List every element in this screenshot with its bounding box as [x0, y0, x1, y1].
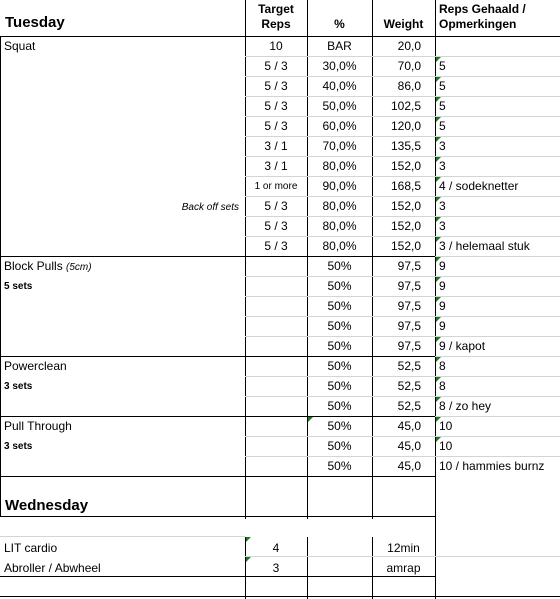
comment-marker-icon	[436, 417, 441, 422]
column-divider	[307, 537, 308, 599]
comment-marker-icon	[436, 137, 441, 142]
pull-through-row-percent: 50%	[327, 439, 352, 453]
column-divider	[245, 0, 246, 519]
row-divider	[245, 336, 560, 337]
block-pulls-row-note: 9	[439, 259, 446, 273]
exercise-name-powerclean: Powerclean	[4, 359, 67, 373]
comment-marker-icon	[436, 117, 441, 122]
backoff-sets-label: Back off sets	[181, 202, 239, 213]
section-divider	[0, 516, 435, 517]
comment-marker-icon	[436, 357, 441, 362]
column-divider	[372, 0, 373, 519]
row-divider	[245, 296, 560, 297]
row-divider	[245, 236, 560, 237]
squat-row-reps: 3 / 1	[264, 159, 288, 173]
exercise-name-pull-through: Pull Through	[4, 419, 72, 433]
comment-marker-icon	[436, 177, 441, 182]
column-divider	[0, 36, 1, 516]
row-divider	[245, 136, 560, 137]
squat-row-reps: 5 / 3	[264, 59, 288, 73]
squat-row-weight: 152,0	[390, 219, 421, 233]
section-divider	[0, 576, 435, 577]
powerclean-row-weight: 52,5	[397, 399, 421, 413]
squat-row-reps: 5 / 3	[264, 199, 288, 213]
row-divider	[245, 96, 560, 97]
comment-marker-icon	[436, 397, 441, 402]
block-pulls-row-note: 9	[439, 279, 446, 293]
squat-row-percent: 30,0%	[322, 59, 357, 73]
block-pulls-row-percent: 50%	[327, 279, 352, 293]
block-pulls-row-percent: 50%	[327, 299, 352, 313]
column-divider	[245, 537, 246, 599]
column-divider	[307, 0, 308, 519]
pull-through-row-weight: 45,0	[397, 459, 421, 473]
squat-row-percent: 60,0%	[322, 119, 357, 133]
row-divider	[245, 396, 560, 397]
squat-row-weight: 135,5	[390, 139, 421, 153]
row-divider	[245, 556, 560, 557]
squat-row-note: 5	[439, 99, 446, 113]
section-divider	[0, 256, 435, 257]
block-pulls-row-percent: 50%	[327, 319, 352, 333]
comment-marker-icon	[246, 537, 251, 542]
header-percent: %	[334, 17, 345, 31]
header-divider	[0, 36, 560, 37]
squat-row-reps: 1 or more	[254, 181, 298, 192]
comment-marker-icon	[436, 437, 441, 442]
comment-marker-icon	[436, 157, 441, 162]
squat-row-weight: 20,0	[397, 39, 421, 53]
comment-marker-icon	[436, 57, 441, 62]
block-pulls-row-note: 9 / kapot	[439, 339, 486, 353]
squat-row-note: 5	[439, 79, 446, 93]
row-divider	[245, 116, 560, 117]
comment-marker-icon	[436, 277, 441, 282]
column-divider	[372, 537, 373, 599]
squat-row-weight: 86,0	[397, 79, 421, 93]
powerclean-row-note: 8 / zo hey	[439, 399, 492, 413]
squat-row-weight: 120,0	[390, 119, 421, 133]
day-title-tuesday: Tuesday	[5, 14, 65, 31]
block-pulls-row-weight: 97,5	[397, 319, 421, 333]
section-divider	[0, 356, 435, 357]
powerclean-row-weight: 52,5	[397, 379, 421, 393]
pull-through-row-percent: 50%	[327, 419, 352, 433]
squat-row-percent: 40,0%	[322, 79, 357, 93]
block-pulls-row-note: 9	[439, 319, 446, 333]
powerclean-row-percent: 50%	[327, 379, 352, 393]
wednesday-exercise-1-weight: 12min	[387, 541, 420, 555]
table-bottom	[0, 596, 560, 597]
header-target: Target	[258, 2, 294, 16]
squat-row-reps: 3 / 1	[264, 139, 288, 153]
pull-through-row-note: 10	[439, 419, 453, 433]
row-divider	[245, 176, 560, 177]
squat-row-percent: 70,0%	[322, 139, 357, 153]
powerclean-row-note: 8	[439, 359, 446, 373]
squat-row-percent: 80,0%	[322, 219, 357, 233]
squat-row-percent: 80,0%	[322, 239, 357, 253]
comment-marker-icon	[436, 77, 441, 82]
squat-row-reps: 5 / 3	[264, 119, 288, 133]
pull-through-row-percent: 50%	[327, 459, 352, 473]
row-divider	[245, 156, 560, 157]
row-divider	[245, 316, 560, 317]
row-divider	[245, 276, 560, 277]
wednesday-exercise-2-weight: amrap	[386, 561, 421, 575]
squat-row-percent: 80,0%	[322, 159, 357, 173]
squat-row-weight: 152,0	[390, 199, 421, 213]
squat-row-reps: 5 / 3	[264, 219, 288, 233]
squat-row-weight: 168,5	[390, 179, 421, 193]
squat-row-percent: BAR	[327, 39, 352, 53]
powerclean-row-percent: 50%	[327, 359, 352, 373]
block-pulls-detail: (5cm)	[66, 262, 92, 273]
squat-row-reps: 10	[269, 39, 283, 53]
pull-through-row-note: 10 / hammies burnz	[439, 459, 545, 473]
pull-through-row-weight: 45,0	[397, 419, 421, 433]
row-divider	[245, 436, 560, 437]
comment-marker-icon	[436, 197, 441, 202]
header-notes-line1: Reps Gehaald /	[439, 2, 526, 16]
comment-marker-icon	[436, 97, 441, 102]
block-pulls-sets: 5 sets	[4, 281, 33, 292]
comment-marker-icon	[436, 237, 441, 242]
row-divider	[245, 456, 560, 457]
block-pulls-row-percent: 50%	[327, 259, 352, 273]
squat-row-percent: 90,0%	[322, 179, 357, 193]
squat-row-note: 3	[439, 199, 446, 213]
pull-through-row-note: 10	[439, 439, 453, 453]
squat-row-note: 3	[439, 159, 446, 173]
wednesday-exercise-2-reps: 3	[272, 561, 280, 575]
row-divider	[245, 196, 560, 197]
squat-row-note: 3	[439, 219, 446, 233]
header-reps: Reps	[261, 17, 291, 31]
pull-through-sets: 3 sets	[4, 441, 33, 452]
squat-row-weight: 70,0	[397, 59, 421, 73]
squat-row-weight: 102,5	[390, 99, 421, 113]
header-weight: Weight	[383, 17, 424, 31]
powerclean-row-percent: 50%	[327, 399, 352, 413]
day-title-wednesday: Wednesday	[5, 497, 89, 514]
exercise-name-block-pulls	[4, 259, 92, 275]
squat-row-note: 5	[439, 59, 446, 73]
powerclean-row-weight: 52,5	[397, 359, 421, 373]
exercise-name-squat: Squat	[4, 39, 36, 53]
row-divider	[0, 536, 245, 537]
wednesday-exercise-2-name: Abroller / Abwheel	[4, 561, 101, 575]
comment-marker-icon	[436, 217, 441, 222]
comment-marker-icon	[436, 377, 441, 382]
squat-row-note: 5	[439, 119, 446, 133]
comment-marker-icon	[246, 557, 251, 562]
comment-marker-icon	[436, 257, 441, 262]
squat-row-reps: 5 / 3	[264, 79, 288, 93]
row-divider	[245, 376, 560, 377]
squat-row-note: 3 / helemaal stuk	[439, 239, 530, 253]
wednesday-exercise-1-name: LIT cardio	[4, 541, 58, 555]
block-pulls-name: Block Pulls	[4, 259, 63, 273]
row-divider	[245, 56, 560, 57]
block-pulls-row-weight: 97,5	[397, 339, 421, 353]
block-pulls-row-percent: 50%	[327, 339, 352, 353]
squat-row-percent: 80,0%	[322, 199, 357, 213]
squat-row-weight: 152,0	[390, 159, 421, 173]
squat-row-reps: 5 / 3	[264, 99, 288, 113]
comment-marker-icon	[436, 317, 441, 322]
section-divider	[0, 476, 435, 477]
squat-row-note: 3	[439, 139, 446, 153]
header-notes-line2: Opmerkingen	[439, 17, 517, 31]
block-pulls-row-weight: 97,5	[397, 279, 421, 293]
wednesday-exercise-1-reps: 4	[272, 541, 280, 555]
powerclean-sets: 3 sets	[4, 381, 33, 392]
powerclean-row-note: 8	[439, 379, 446, 393]
squat-row-percent: 50,0%	[322, 99, 357, 113]
comment-marker-icon	[436, 297, 441, 302]
squat-row-reps: 5 / 3	[264, 239, 288, 253]
pull-through-row-weight: 45,0	[397, 439, 421, 453]
block-pulls-row-note: 9	[439, 299, 446, 313]
comment-marker-icon	[308, 417, 313, 422]
section-divider	[0, 416, 435, 417]
comment-marker-icon	[436, 337, 441, 342]
block-pulls-row-weight: 97,5	[397, 299, 421, 313]
squat-row-note: 4 / sodeknetter	[439, 179, 519, 193]
row-divider	[245, 76, 560, 77]
block-pulls-row-weight: 97,5	[397, 259, 421, 273]
squat-row-weight: 152,0	[390, 239, 421, 253]
row-divider	[245, 216, 560, 217]
